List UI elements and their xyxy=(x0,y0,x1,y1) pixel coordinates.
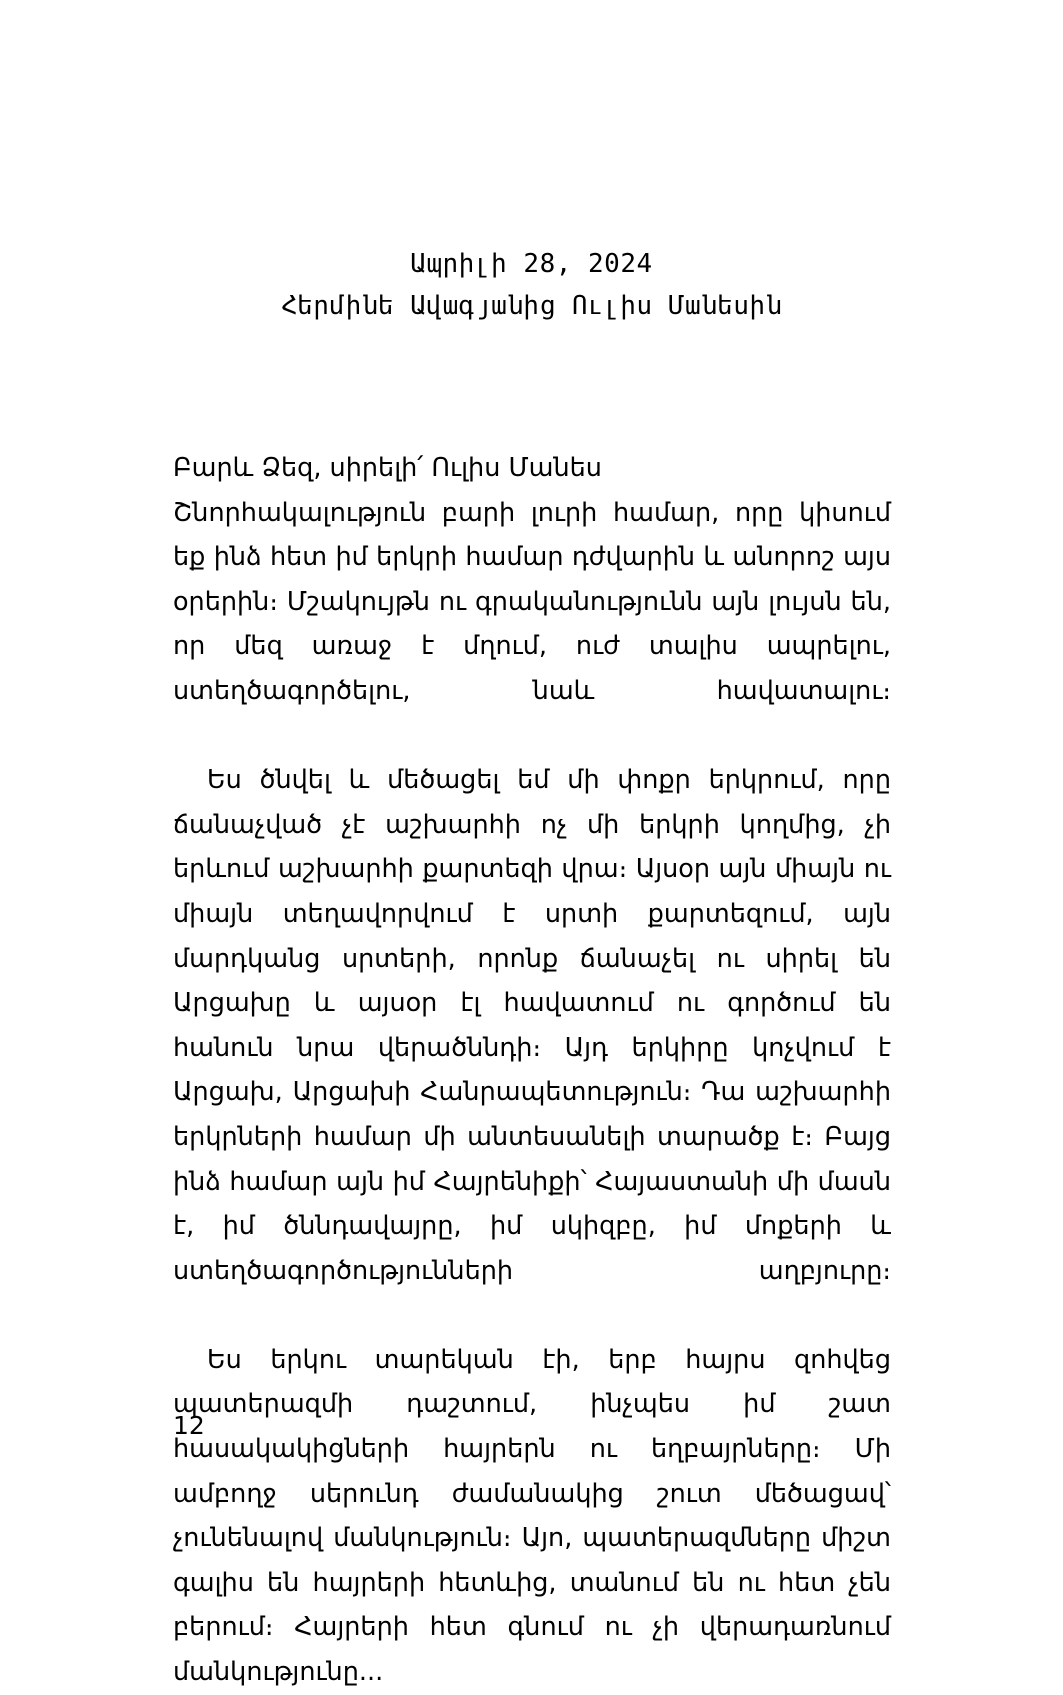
letter-paragraph-1: Շնորհակալություն բարի լուրի համար, որը կիսում եք ինձ հետ իմ երկրի համար դժվարին և անորոշ այս օրերին։ Մշակույթն ու գրականությունն այն լույսն են, որ մեզ առաջ է մղում, ուժ տալիս ապրելու, ստեղծագործելու, նաև հավատալու։ xyxy=(173,497,891,706)
letter-paragraph-3: Ես երկու տարեկան էի, երբ հայրս զոհվեց պատերազմի դաշտում, ինչպես իմ շատ հասակակիցների հայրերն ու եղբայրները։ Մի ամբողջ սերունդ ժամանակից շուտ մեծացավ՝ չունենալով մանկություն։ Այո, պատերազմները միշտ գալիս են հայրերի հետևից, տանում են ու հետ չեն բերում։ Հայրերի հետ գնում ու չի վերադառնում մանկությունը... xyxy=(173,1344,891,1688)
letter-recipient: Հերմինե Ավագյանից Ուլիս Մանեսին xyxy=(281,291,782,321)
letter-paragraph-2: Ես ծնվել և մեծացել եմ մի փոքր երկրում, որը ճանաչված չէ աշխարհի ոչ մի երկրի կողմից, չի երևում աշխարհի քարտեզի վրա։ Այսօր այն միայն ու միայն տեղավորվում է սրտի քարտեզում, այն մարդկանց սրտերի, որոնք ճանաչել ու սիրել են Արցախը և այսօր էլ հավատում ու գործում են հանուն նրա վերածննդի։ Այդ երկիրը կոչվում է Արցախ, Արցախի Հանրապետություն։ Դա աշխարհի երկրների համար մի անտեսանելի տարածք է։ Բայց ինձ համար այն իմ Հայրենիքի՝ Հայաստանի մի մասն է, իմ ծննդավայրը, իմ սկիզբը, իմ մոքերի և ստեղծագործությունների աղբյուրը։ xyxy=(173,765,891,1286)
page-number: 12 xyxy=(173,1411,205,1440)
letter-salutation: Բարև Ձեզ, սիրելի՛ Ուլիս Մանես xyxy=(173,453,602,483)
letter-date: Ապրիլի 28, 2024 xyxy=(410,249,653,279)
letter-header xyxy=(0,243,1063,327)
letter-body xyxy=(173,446,891,1695)
